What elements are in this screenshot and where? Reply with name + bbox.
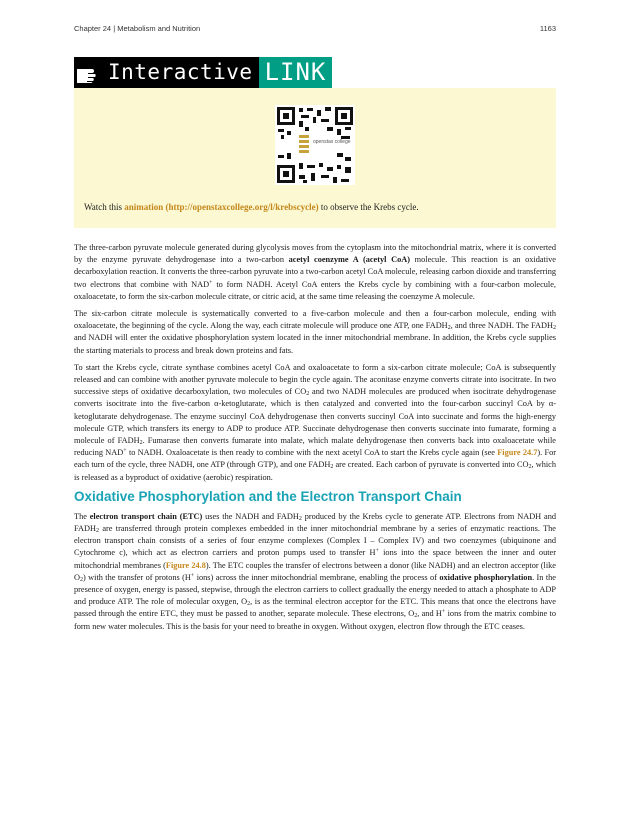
section-heading: Oxidative Phosphorylation and the Electron Transport Chain xyxy=(74,488,462,504)
qr-caption: openstax college xyxy=(313,139,351,145)
paragraph-pyruvate: The three-carbon pyruvate molecule generated during glycolysis moves from the cytoplasm into the mitochondrial matrix, where it is converted by the enzyme pyruvate dehydrogenase into a two-carbon acetyl coenzyme A (acetyl CoA) molecule. This reaction is an oxidative decarboxylation reaction. It converts the three-carbon pyruvate into a two-carbon acetyl CoA molecule, releasing carbon dioxide and transferring two electrons that combine with NAD+ to form NADH. Acetyl CoA enters the Krebs cycle by combining with a four-carbon molecule, oxaloacetate, to form the six-carbon molecule citrate, or citric acid, at the same time releasing the coenzyme A molecule. xyxy=(74,243,556,301)
page-header xyxy=(74,24,556,33)
banner-title: Interactive xyxy=(106,57,259,88)
main-text xyxy=(74,242,556,638)
key-term: oxidative phosphorylation xyxy=(439,572,533,582)
figure-link[interactable]: Figure 24.8 xyxy=(165,560,206,570)
interactive-link-box xyxy=(74,88,556,228)
interactive-link-banner xyxy=(74,57,332,88)
pointing-hand-icon xyxy=(74,57,106,88)
interactive-link-text: Watch this animation (http://openstaxcollege.org/l/krebscycle) to observe the Krebs cycle. xyxy=(84,202,419,212)
krebscycle-animation-link[interactable]: animation (http://openstaxcollege.org/l/krebscycle) xyxy=(124,202,319,212)
banner-link-label: LINK xyxy=(259,57,333,88)
chapter-title: Chapter 24 | Metabolism and Nutrition xyxy=(74,24,201,33)
paragraph-etc: The electron transport chain (ETC) uses the NADH and $FADH_2$ produced by the Krebs cycle to generate ATP. Electrons from NADH and $FADH_2$ are transferred through protein complexes embedded in the inner mitochondrial membrane by a series of enzymatic reactions. The electron transport chain consists of a series of four enzyme complexes (Complex I – Complex IV) and two coenzymes (ubiquinone and Cytochrome c), which act as electron carriers and proton pumps used to transfer H+ ions into the space between the inner and outer mitochondrial membranes (Figure 24.8). The ETC couples the transfer of electrons between a donor (like NADH) and an electron acceptor (like $O_2$) with the transfer of protons (H+ ions) across the inner mitochondrial membrane, enabling the process of oxidative phosphorylation. In the presence of oxygen, energy is passed, stepwise, through the electron carriers to collect gradually the energy needed to attach a phosphate to ADP and produce ATP. The role of molecular oxygen, $O_2$, is as the terminal electron acceptor for the ETC. This means that once the electrons have passed through the entire ETC, they must be passed to another, separate molecule. These electrons, $O_2$, and H+ ions from the matrix combine to form new water molecules. This is the basis for your need to breathe in oxygen. Without oxygen, electron flow through the ETC ceases. xyxy=(74,511,556,631)
paragraph-krebs-steps: To start the Krebs cycle, citrate synthase combines acetyl CoA and oxaloacetate to form a six-carbon citrate molecule; CoA is subsequently released and can combine with another pyruvate molecule to begin the cycle again. The aconitase enzyme converts citrate into isocitrate. In two successive steps of oxidative decarboxylation, two molecules of $CO_2$ and two NADH molecules are produced when isocitrate dehydrogenase converts isocitrate into the five-carbon α-ketoglutarate, which is then catalyzed and converted into the four-carbon succinyl CoA by α-ketoglutarate dehydrogenase. The enzyme succinyl CoA dehydrogenase then converts succinyl CoA into succinate and forms the high-energy molecule GTP, which transfers its energy to ADP to produce ATP. Succinate dehydrogenase then converts succinate into fumarate, forming a molecule of $FADH_2$. Fumarase then converts fumarate into malate, which malate dehydrogenase then converts back into oxaloacetate while reducing NAD+ to NADH. Oxaloacetate is then ready to combine with the next acetyl CoA to start the Krebs cycle again (see Figure 24.7). For each turn of the cycle, three NADH, one ATP (through GTP), and one $FADH_2$ are created. Each carbon of pyruvate is converted into $CO_2$, which is released as a byproduct of oxidative (aerobic) respiration. xyxy=(74,362,557,482)
figure-link[interactable]: Figure 24.7 xyxy=(497,448,538,458)
qr-code-icon[interactable] xyxy=(275,105,355,185)
key-term: electron transport chain (ETC) xyxy=(89,511,203,521)
page-number: 1163 xyxy=(539,24,556,33)
key-term: acetyl coenzyme A (acetyl CoA) xyxy=(288,255,411,265)
paragraph-citrate: The six-carbon citrate molecule is systematically converted to a five-carbon molecule and then a four-carbon molecule, ending with oxaloacetate, the beginning of the cycle. Along the way, each citrate molecule will produce one ATP, one $FADH_2$, and three NADH. The $FADH_2$ and NADH will enter the oxidative phosphorylation system located in the inner mitochondrial membrane. In addition, the Krebs cycle supplies the starting materials to process and break down proteins and fats. xyxy=(74,309,556,355)
